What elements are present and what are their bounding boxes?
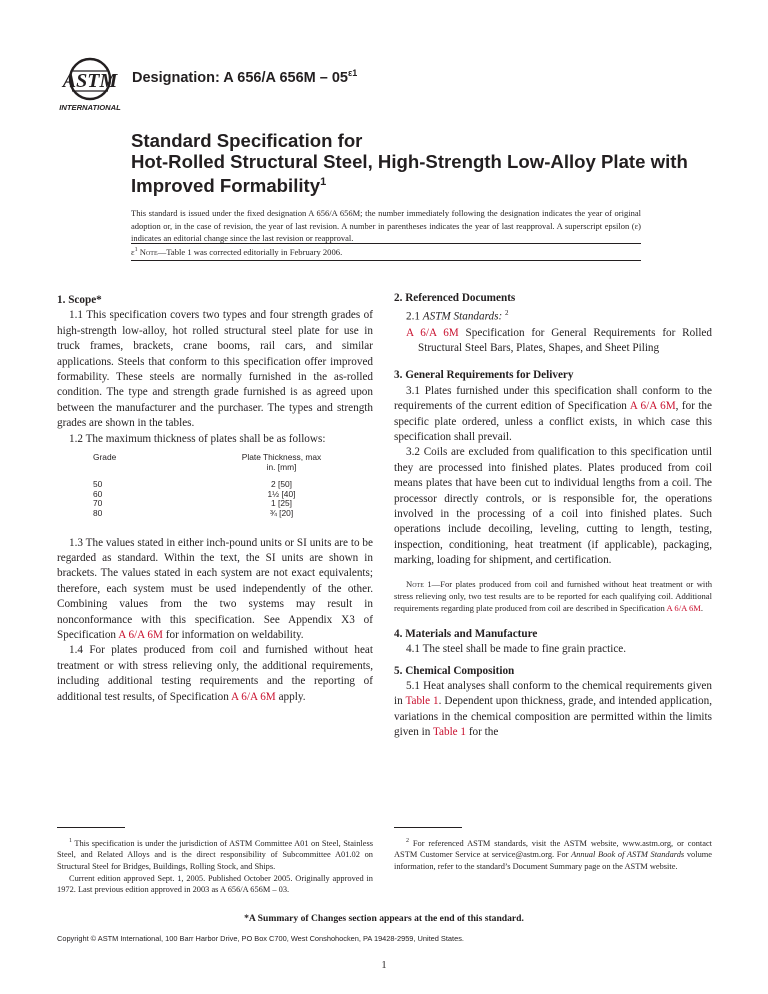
left-column	[57, 293, 373, 705]
referenced-document-a6: A 6/A 6M Specification for General Requirements for Rolled Structural Steel Bars, Plates, Shapes, and Sheet Piling	[406, 326, 712, 354]
section-heading-scope: 1. Scope*	[57, 294, 102, 306]
link-a6[interactable]: A 6/A 6M	[666, 603, 701, 614]
paragraph-5-1: 5.1 Heat analyses shall conform to the chemical requirements given in Table 1. Dependent upon thickness, grade, and intended application, variations in the chemical composition are permitted within the limits given in Table 1 for the	[394, 680, 713, 739]
paragraph-1-2: 1.2 The maximum thickness of plates shall be as follows:	[69, 432, 326, 445]
table-row: 50 2 [50]	[93, 479, 292, 490]
page-number: 1	[381, 960, 387, 971]
paragraph-1-3: 1.3 The values stated in either inch-pound units or SI units are to be regarded as standard. Within the text, the SI units are shown in brackets. The values stated in each system are not exact equivalents; therefore, each system must be used independently of the other. Combining values from the two systems may result in nonconformance with this specification. See Appendix X3 of Specification A 6/A 6M for information on weldability.	[57, 536, 373, 642]
document-title	[131, 130, 691, 196]
astm-international-logo	[58, 57, 122, 113]
footnote-divider	[394, 827, 462, 828]
svg-text:INTERNATIONAL: INTERNATIONAL	[59, 103, 121, 112]
plate-thickness-table	[57, 453, 373, 519]
section-heading-materials: 4. Materials and Manufacture	[394, 627, 538, 640]
issuance-statement: This standard is issued under the fixed designation A 656/A 656M; the number immediately following the designation indicates the year of original adoption or, in the case of revision, the year of last revision. A number in parentheses indicates the year of last reapproval. A superscript epsilon (ε) indicates an editorial change since the last revision or reapproval.	[131, 208, 641, 243]
title-line-2: Hot-Rolled Structural Steel, High-Strength Low-Alloy Plate with Improved Formability$^1$	[131, 151, 688, 197]
link-a6[interactable]: A 6/A 6M	[629, 400, 676, 413]
footnote-2: $^2$ For referenced ASTM standards, visit the ASTM website, www.astm.org, or contact ASTM Customer Service at service@astm.org. For Annual Book of ASTM Standards volume information, refer to the standard’s Document Summary page on the ASTM website.	[394, 838, 712, 871]
paragraph-3-2: 3.2 Coils are excluded from qualification to this specification until they are processed into finished plates. Plates produced from coil means plates that have been cut to individual lengths from a coil. The processor directly controls, or is responsible for, the operations involved in the processing of a coil into finished plates. Such operations include decoiling, leveling, cutting to length, testing, inspection, conditioning, heat treatment (if applicable), packaging, marking, loading for shipment, and certification.	[394, 446, 712, 567]
section-heading-chemical-composition: 5. Chemical Composition	[394, 664, 515, 677]
title-line-1: Standard Specification for	[131, 130, 363, 151]
right-column	[394, 291, 712, 741]
table-header-grade: Grade	[93, 452, 117, 463]
section-heading-general-requirements: 3. General Requirements for Delivery	[394, 369, 574, 382]
paragraph-1-4: 1.4 For plates produced from coil and furnished without heat treatment or with stress relieving only, the additional requirements, including additional testing requirements and the reporting of additional test results, of Specification A 6/A 6M apply.	[57, 644, 373, 703]
svg-text:ASTM: ASTM	[62, 70, 118, 92]
link-table-1[interactable]: Table 1	[432, 726, 467, 739]
epsilon-note: $\varepsilon^1$ Note—Table 1 was corrected editorially in February 2006.	[131, 247, 343, 257]
footnote-1: $^1$ This specification is under the jurisdiction of ASTM Committee A01 on Steel, Stainless Steel, and Related Alloys and is the direct responsibility of Subcommittee A01.02 on Structural Steel for Bridges, Buildings, Rolling Stock, and Ships. Current edition approved Sept. 1, 2005. Published October 2005. Originally approved in 1972. Last previous edition approved in 2003 as A 656/A 656M – 03.	[57, 838, 373, 895]
paragraph-4-1: 4.1 The steel shall be made to fine grain practice.	[406, 643, 627, 656]
table-row: 70 1 [25]	[93, 498, 292, 509]
footnote-divider	[57, 827, 125, 828]
link-a6[interactable]: A 6/A 6M	[406, 326, 459, 339]
divider	[131, 243, 641, 244]
divider	[131, 260, 641, 261]
table-row: 60 1½ [40]	[93, 488, 296, 499]
summary-of-changes-note: *A Summary of Changes section appears at the end of this standard.	[244, 913, 524, 924]
paragraph-3-1: 3.1 Plates furnished under this specification shall conform to the requirements of the current edition of Specification A 6/A 6M, for the specific plate ordered, unless a conflict exists, in which case this specification shall prevail.	[394, 384, 712, 443]
link-table-1[interactable]: Table 1	[405, 695, 439, 708]
table-header-thickness: Plate Thickness, max in. [mm]	[241, 452, 322, 472]
section-heading-referenced-documents: 2. Referenced Documents	[394, 292, 516, 304]
paragraph-2-1: 2.1 ASTM Standards: $^2$	[406, 309, 509, 324]
copyright: Copyright © ASTM International, 100 Barr Harbor Drive, PO Box C700, West Conshohocken, PA 19428-2959, United States.	[57, 934, 464, 943]
designation: Designation: A 656/A $656M - 05^{\varepsilon 1}$	[132, 68, 358, 86]
link-a6[interactable]: A 6/A 6M	[231, 690, 276, 703]
link-a6[interactable]: A 6/A 6M	[118, 629, 163, 642]
table-row: 80 ¾ [20]	[93, 508, 294, 519]
note-1: Note 1—For plates produced from coil and furnished without heat treatment or with stress relieving only, two test results are to be reported for each qualifying coil. Additional requirements regarding plate produced from coil are described in Specification A 6/A 6M.	[394, 578, 712, 614]
paragraph-1-1: 1.1 This specification covers two types and four strength grades of high-strength low-alloy, hot rolled structural steel plate for use in truck frames, brackets, crane booms, rail cars, and similar applications. Steels that conform to this specification offer improved formability. These steels are normally furnished in the as-rolled condition. The type and strength grade furnished is as agreed upon between the manufacturer and the purchaser. The types and strength grades are shown in the tables.	[57, 309, 373, 430]
